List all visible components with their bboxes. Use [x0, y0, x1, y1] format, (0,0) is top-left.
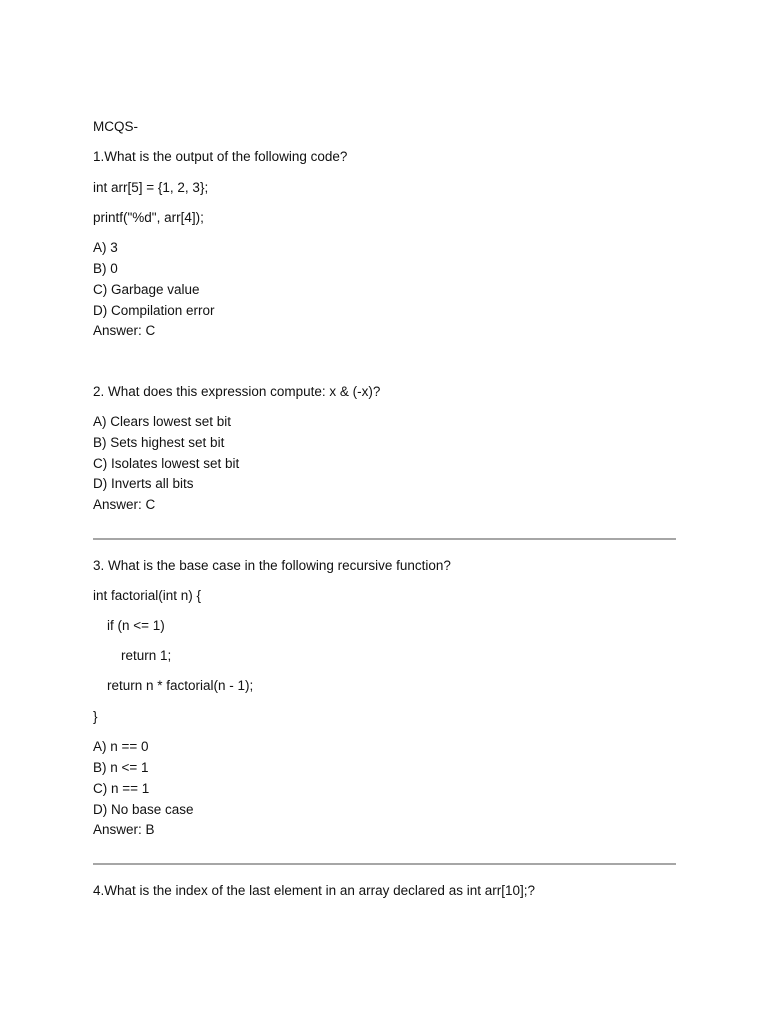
- question-3-code-line: return n * factorial(n - 1);: [107, 678, 254, 693]
- document-heading: MCQS-: [93, 119, 138, 134]
- question-3-option-d: D) No base case: [93, 802, 194, 817]
- question-3-code-line: int factorial(int n) {: [93, 588, 202, 603]
- question-2-option-a: A) Clears lowest set bit: [93, 414, 232, 429]
- question-1-option-a: A) 3: [93, 240, 118, 255]
- question-1-option-c: C) Garbage value: [93, 282, 200, 297]
- question-1-answer: Answer: C: [93, 323, 156, 338]
- question-1-option-b: B) 0: [93, 261, 118, 276]
- question-3-code-line: }: [93, 709, 98, 724]
- question-2-answer: Answer: C: [93, 497, 156, 512]
- question-3-option-c: C) n == 1: [93, 781, 150, 796]
- question-3-answer: Answer: B: [93, 822, 155, 837]
- question-3-option-a: A) n == 0: [93, 739, 149, 754]
- question-1-code-line: printf("%d", arr[4]);: [93, 210, 204, 225]
- question-1-prompt: 1.What is the output of the following code?: [93, 149, 348, 164]
- question-3-prompt: 3. What is the base case in the following recursive function?: [93, 558, 451, 573]
- question-4-prompt: 4.What is the index of the last element in an array declared as int arr[10];?: [93, 883, 535, 898]
- horizontal-divider: [93, 863, 676, 865]
- question-3-option-b: B) n <= 1: [93, 760, 149, 775]
- question-2-option-d: D) Inverts all bits: [93, 476, 194, 491]
- question-3-code-line: if (n <= 1): [107, 618, 165, 633]
- horizontal-divider: [93, 538, 676, 540]
- question-3-code-line: return 1;: [121, 648, 172, 663]
- question-2-option-c: C) Isolates lowest set bit: [93, 456, 240, 471]
- question-2-prompt: 2. What does this expression compute: x & (-x)?: [93, 384, 381, 399]
- question-1-code-line: int arr[5] = {1, 2, 3};: [93, 180, 209, 195]
- question-1-option-d: D) Compilation error: [93, 303, 215, 318]
- question-2-option-b: B) Sets highest set bit: [93, 435, 225, 450]
